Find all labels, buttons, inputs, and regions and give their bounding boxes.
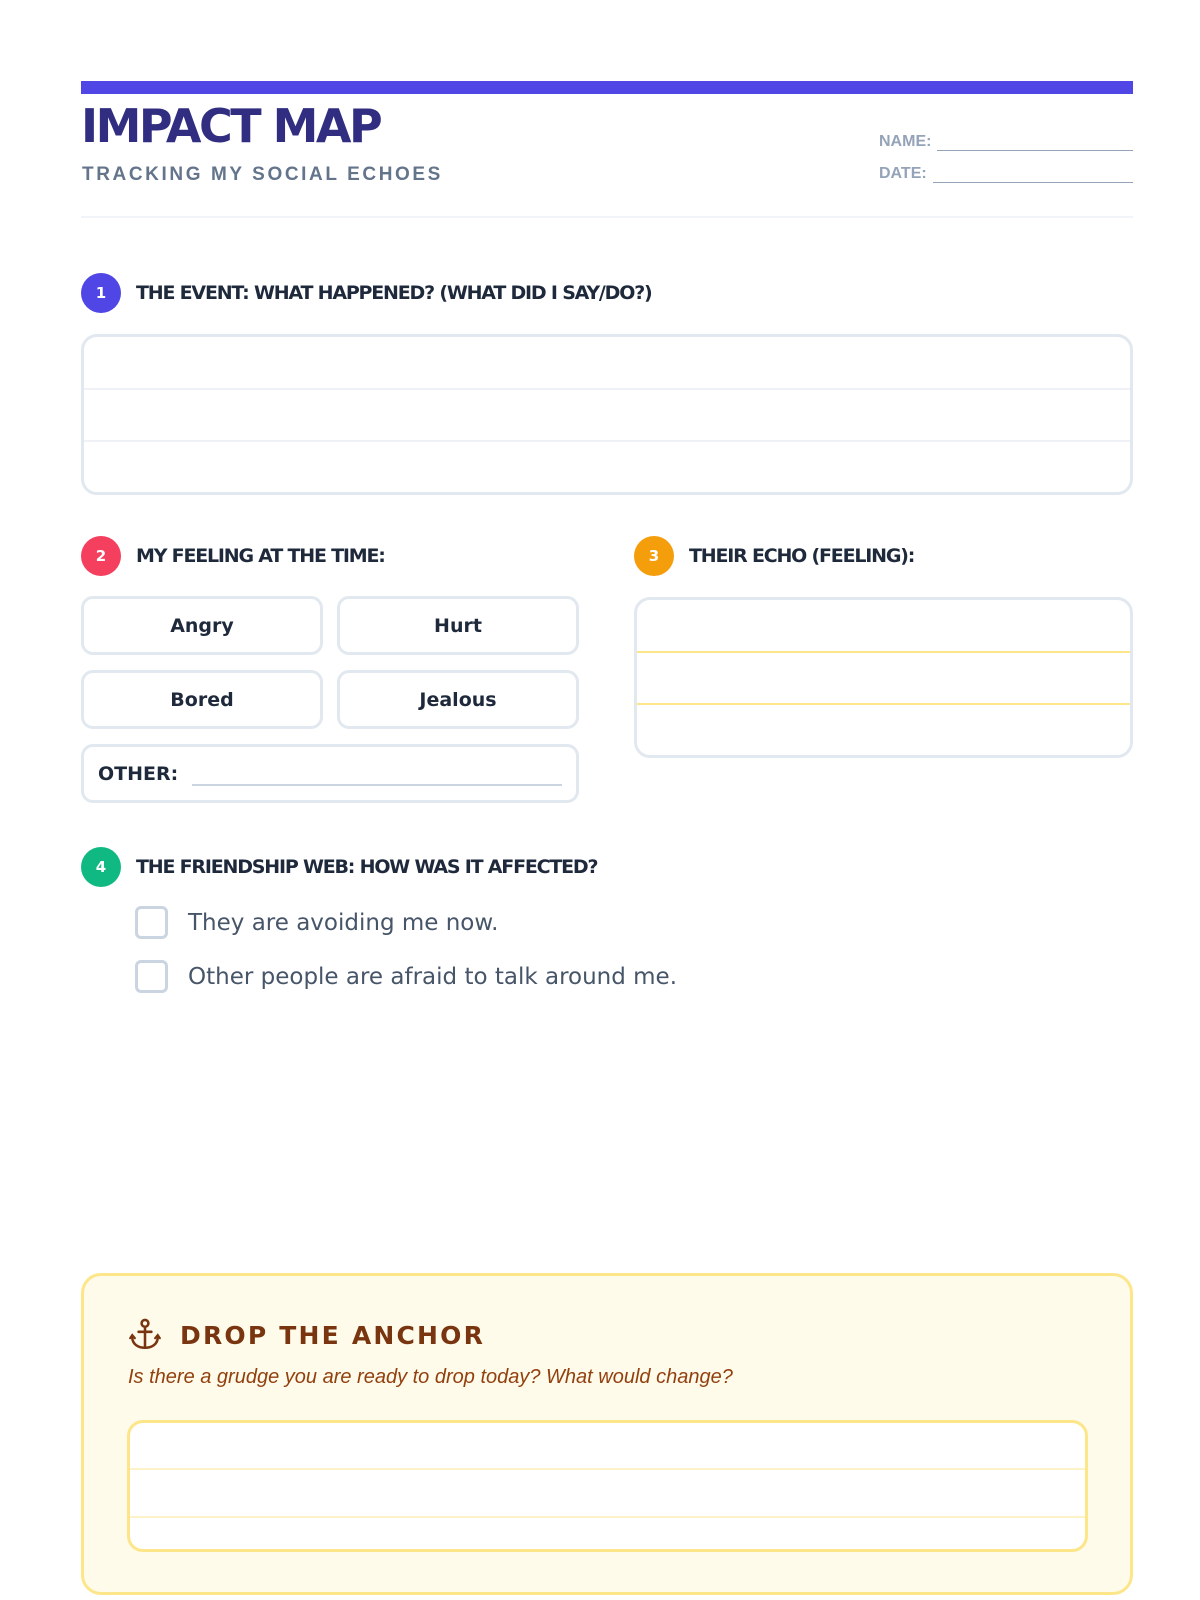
name-line[interactable] bbox=[937, 137, 1133, 151]
anchor-prompt: Is there a grudge you are ready to drop today? What would change? bbox=[128, 1366, 733, 1388]
event-writing-box[interactable] bbox=[81, 334, 1133, 495]
writing-rule bbox=[637, 651, 1130, 653]
other-label: OTHER: bbox=[98, 762, 179, 785]
drop-the-anchor-panel bbox=[81, 1273, 1133, 1595]
name-field[interactable] bbox=[879, 133, 1133, 151]
header-divider bbox=[81, 216, 1133, 218]
section-number-badge: 1 bbox=[81, 273, 121, 313]
section-number-badge: 2 bbox=[81, 536, 121, 576]
date-label: DATE: bbox=[879, 165, 927, 182]
section-friendship-web-header bbox=[81, 847, 597, 887]
section-title: THE FRIENDSHIP WEB: HOW WAS IT AFFECTED? bbox=[136, 856, 598, 878]
anchor-title: DROP THE ANCHOR bbox=[180, 1320, 486, 1350]
section-number-badge: 3 bbox=[634, 536, 674, 576]
page-title: IMPACT MAP bbox=[81, 99, 381, 153]
date-line[interactable] bbox=[933, 169, 1133, 183]
checkbox[interactable] bbox=[135, 960, 168, 993]
checkbox[interactable] bbox=[135, 906, 168, 939]
other-write-line[interactable] bbox=[192, 784, 562, 786]
writing-rule bbox=[637, 703, 1130, 705]
section-title: THE EVENT: WHAT HAPPENED? (WHAT DID I SAY/DO?) bbox=[136, 282, 652, 304]
section-my-feeling-header bbox=[81, 536, 385, 576]
feeling-other-field[interactable] bbox=[81, 744, 579, 803]
anchor-header bbox=[128, 1318, 485, 1352]
accent-bar bbox=[81, 81, 1133, 94]
section-their-echo-header bbox=[634, 536, 914, 576]
anchor-writing-box[interactable] bbox=[127, 1420, 1088, 1552]
writing-rule bbox=[130, 1468, 1085, 1470]
writing-rule bbox=[130, 1516, 1085, 1518]
writing-rule bbox=[84, 440, 1130, 442]
feeling-option-jealous[interactable]: Jealous bbox=[337, 670, 579, 729]
page-subtitle: TRACKING MY SOCIAL ECHOES bbox=[82, 164, 443, 185]
check-label: They are avoiding me now. bbox=[188, 909, 499, 936]
check-item[interactable] bbox=[135, 906, 498, 939]
feeling-option-bored[interactable]: Bored bbox=[81, 670, 323, 729]
check-label: Other people are afraid to talk around me. bbox=[188, 963, 678, 990]
feeling-option-angry[interactable]: Angry bbox=[81, 596, 323, 655]
their-echo-writing-box[interactable] bbox=[634, 597, 1133, 758]
section-number-badge: 4 bbox=[81, 847, 121, 887]
date-field[interactable] bbox=[879, 165, 1133, 183]
section-event-header bbox=[81, 273, 652, 313]
feeling-option-hurt[interactable]: Hurt bbox=[337, 596, 579, 655]
check-item[interactable] bbox=[135, 960, 677, 993]
section-title: THEIR ECHO (FEELING): bbox=[689, 545, 915, 567]
name-label: NAME: bbox=[879, 133, 932, 150]
anchor-icon bbox=[128, 1318, 162, 1352]
section-title: MY FEELING AT THE TIME: bbox=[136, 545, 385, 567]
writing-rule bbox=[84, 388, 1130, 390]
